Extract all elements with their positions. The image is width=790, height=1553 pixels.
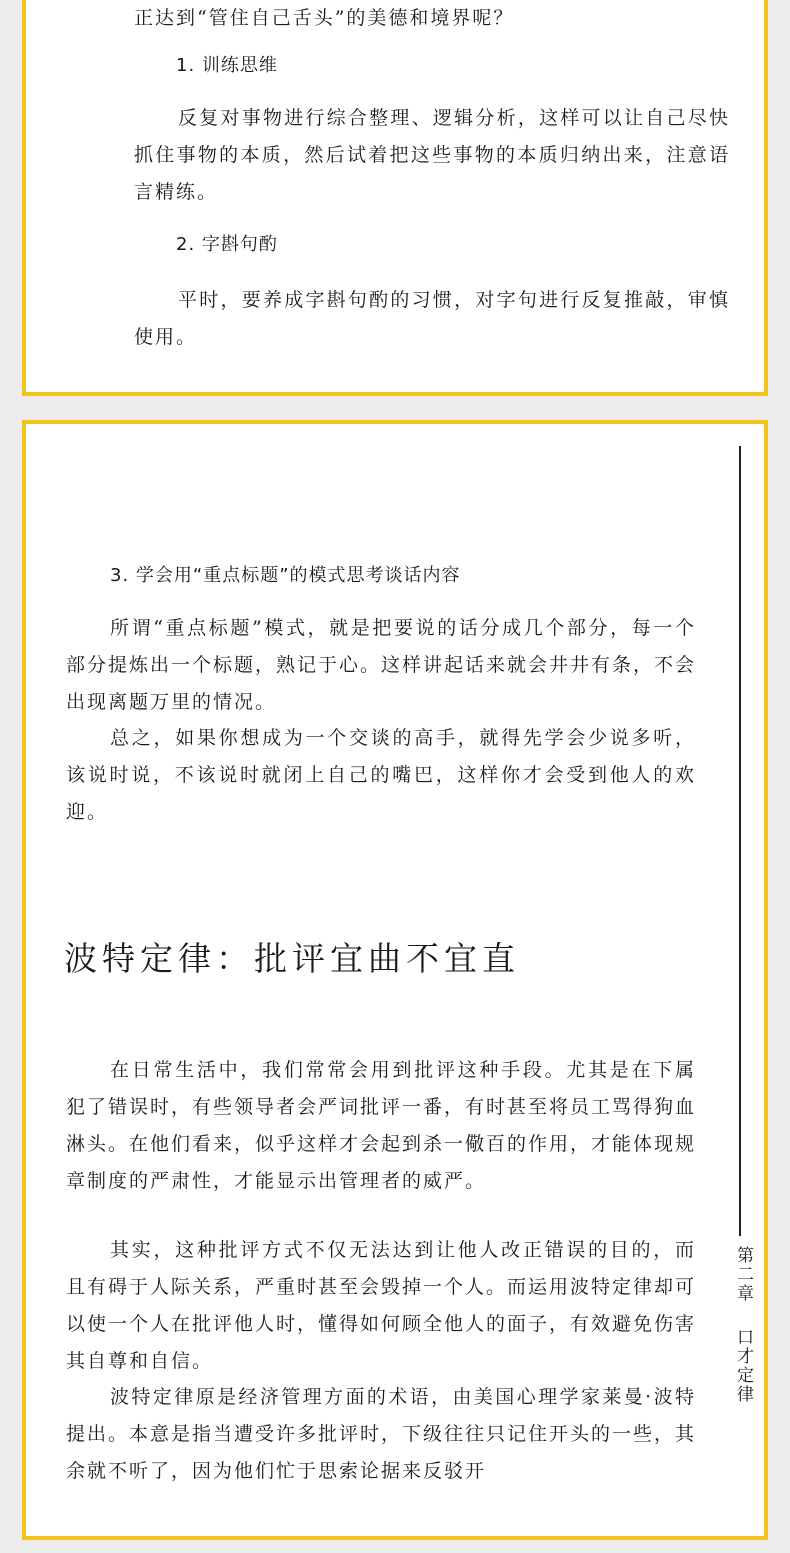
top-page-panel (22, 0, 768, 396)
section-title: 波特定律：批评宜曲不宜直 (64, 939, 520, 978)
item3-text: 所谓“重点标题”模式，就是把要说的话分成几个部分，每一个部分提炼出一个标题，熟记于心。这样讲起话来就会井井有条，不会出现离题万里的情况。 (66, 617, 697, 713)
item2-text: 平时，要养成字斟句酌的习惯，对字句进行反复推敲，审慎使用。 (134, 289, 730, 348)
chapter-rule-line (739, 446, 741, 1236)
item1-text: 反复对事物进行综合整理、逻辑分析，这样可以让自己尽快抓住事物的本质，然后试着把这些事物的本质归纳出来，注意语言精练。 (134, 107, 730, 203)
item1-heading: 1. 训练思维 (176, 55, 278, 76)
chapter-title: 口才定律 (733, 1328, 753, 1404)
lead-line: 正达到“管住自己舌头”的美德和境界呢？ (134, 7, 515, 29)
body-paragraph-1: 在日常生活中，我们常常会用到批评这种手段。尤其是在下属犯了错误时，有些领导者会严词批评一番，有时甚至将员工骂得狗血淋头。在他们看来，似乎这样才会起到杀一儆百的作用，才能体现规章制度的严肃性，才能显示出管理者的威严。 (66, 1059, 697, 1192)
chapter-label: 第二章 (733, 1246, 753, 1303)
body-paragraph-2: 其实，这种批评方式不仅无法达到让他人改正错误的目的，而且有碍于人际关系，严重时甚至会毁掉一个人。而运用波特定律却可以使一个人在批评他人时，懂得如何顾全他人的面子，有效避免伤害其自尊和自信。 (66, 1239, 697, 1372)
summary-text: 总之，如果你想成为一个交谈的高手，就得先学会少说多听，该说时说，不该说时就闭上自己的嘴巴，这样你才会受到他人的欢迎。 (66, 727, 696, 823)
body-paragraph-3: 波特定律原是经济管理方面的术语，由美国心理学家莱曼·波特提出。本意是指当遭受许多批评时，下级往往只记住开头的一些，其余就不听了，因为他们忙于思索论据来反驳开 (66, 1386, 697, 1482)
bottom-page-panel (22, 420, 768, 1540)
item3-heading: 3. 学会用“重点标题”的模式思考谈话内容 (110, 565, 461, 586)
item2-heading: 2. 字斟句酌 (176, 234, 278, 255)
